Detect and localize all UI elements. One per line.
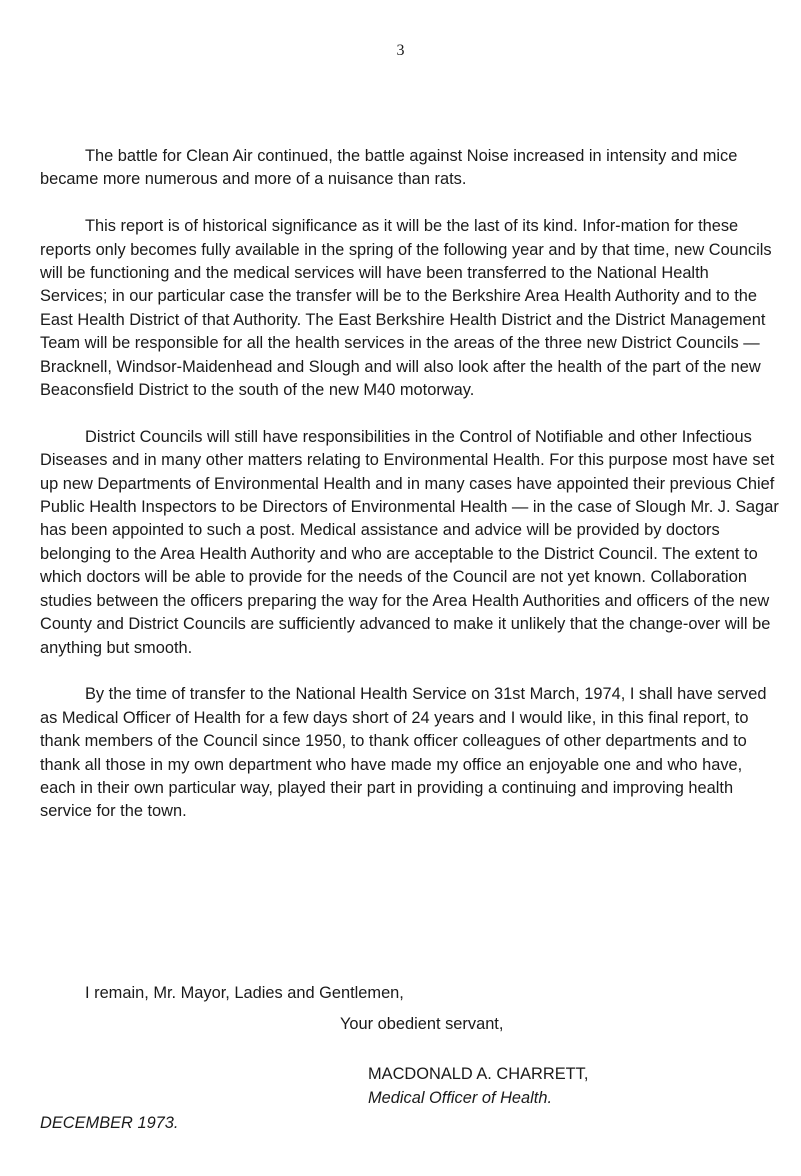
signatory-name: MACDONALD A. CHARRETT, [368, 1065, 589, 1083]
paragraph: By the time of transfer to the National Health Service on 31st March, 1974, I shall have served as Medical Officer of Health for a few days short of 24 years and I would like, in this final report, to thank members of the Council since 1950, to thank officer colleagues of other departments and to thank all those in my own department who have made my office an enjoyable one and who have, each in their own particular way, played their part in providing a continuing and improving health service for the town. [40, 685, 767, 821]
paragraph: This report is of historical significance as it will be the last of its kind. Infor-mation for these reports only becomes fully available in the spring of the following year and by that time, new Councils will be functioning and the medical services will have been transferred to the National Health Services; in our particular case the transfer will be to the Berkshire Area Health Authority and to the East Health District of that Authority. The East Berkshire Health District and the District Management Team will be responsible for all the health services in the areas of the three new District Councils — Bracknell, Windsor-Maidenhead and Slough and will also look after the health of the part of the new Beaconsfield District to the south of the new M40 motorway. [40, 217, 772, 400]
closing-line: I remain, Mr. Mayor, Ladies and Gentlemen, [85, 984, 404, 1002]
paragraph: The battle for Clean Air continued, the battle against Noise increased in intensity and mice became more numerous and more of a nuisance than rats. [40, 147, 738, 189]
letter-body [40, 145, 780, 847]
paragraph: District Councils will still have responsibilities in the Control of Notifiable and other Infectious Diseases and in many other matters relating to Environmental Health. For this purpose most have set up new Departments of Environmental Health and in many cases have appointed their previous Chief Public Health Inspectors to be Directors of Environmental Health — in the case of Slough Mr. J. Sagar has been appointed to such a post. Medical assistance and advice will be provided by doctors belonging to the Area Health Authority and who are acceptable to the District Council. The extent to which doctors will be able to provide for the needs of the Council are not yet known. Collaboration studies between the officers preparing the way for the Area Health Authorities and officers of the new County and District Councils are sufficiently advanced to make it unlikely that the change-over will be anything but smooth. [40, 427, 779, 657]
report-date: DECEMBER 1973. [40, 1114, 179, 1132]
sign-off: Your obedient servant, [340, 1015, 504, 1033]
page-number: 3 [396, 42, 405, 59]
signatory-title: Medical Officer of Health. [368, 1089, 553, 1107]
